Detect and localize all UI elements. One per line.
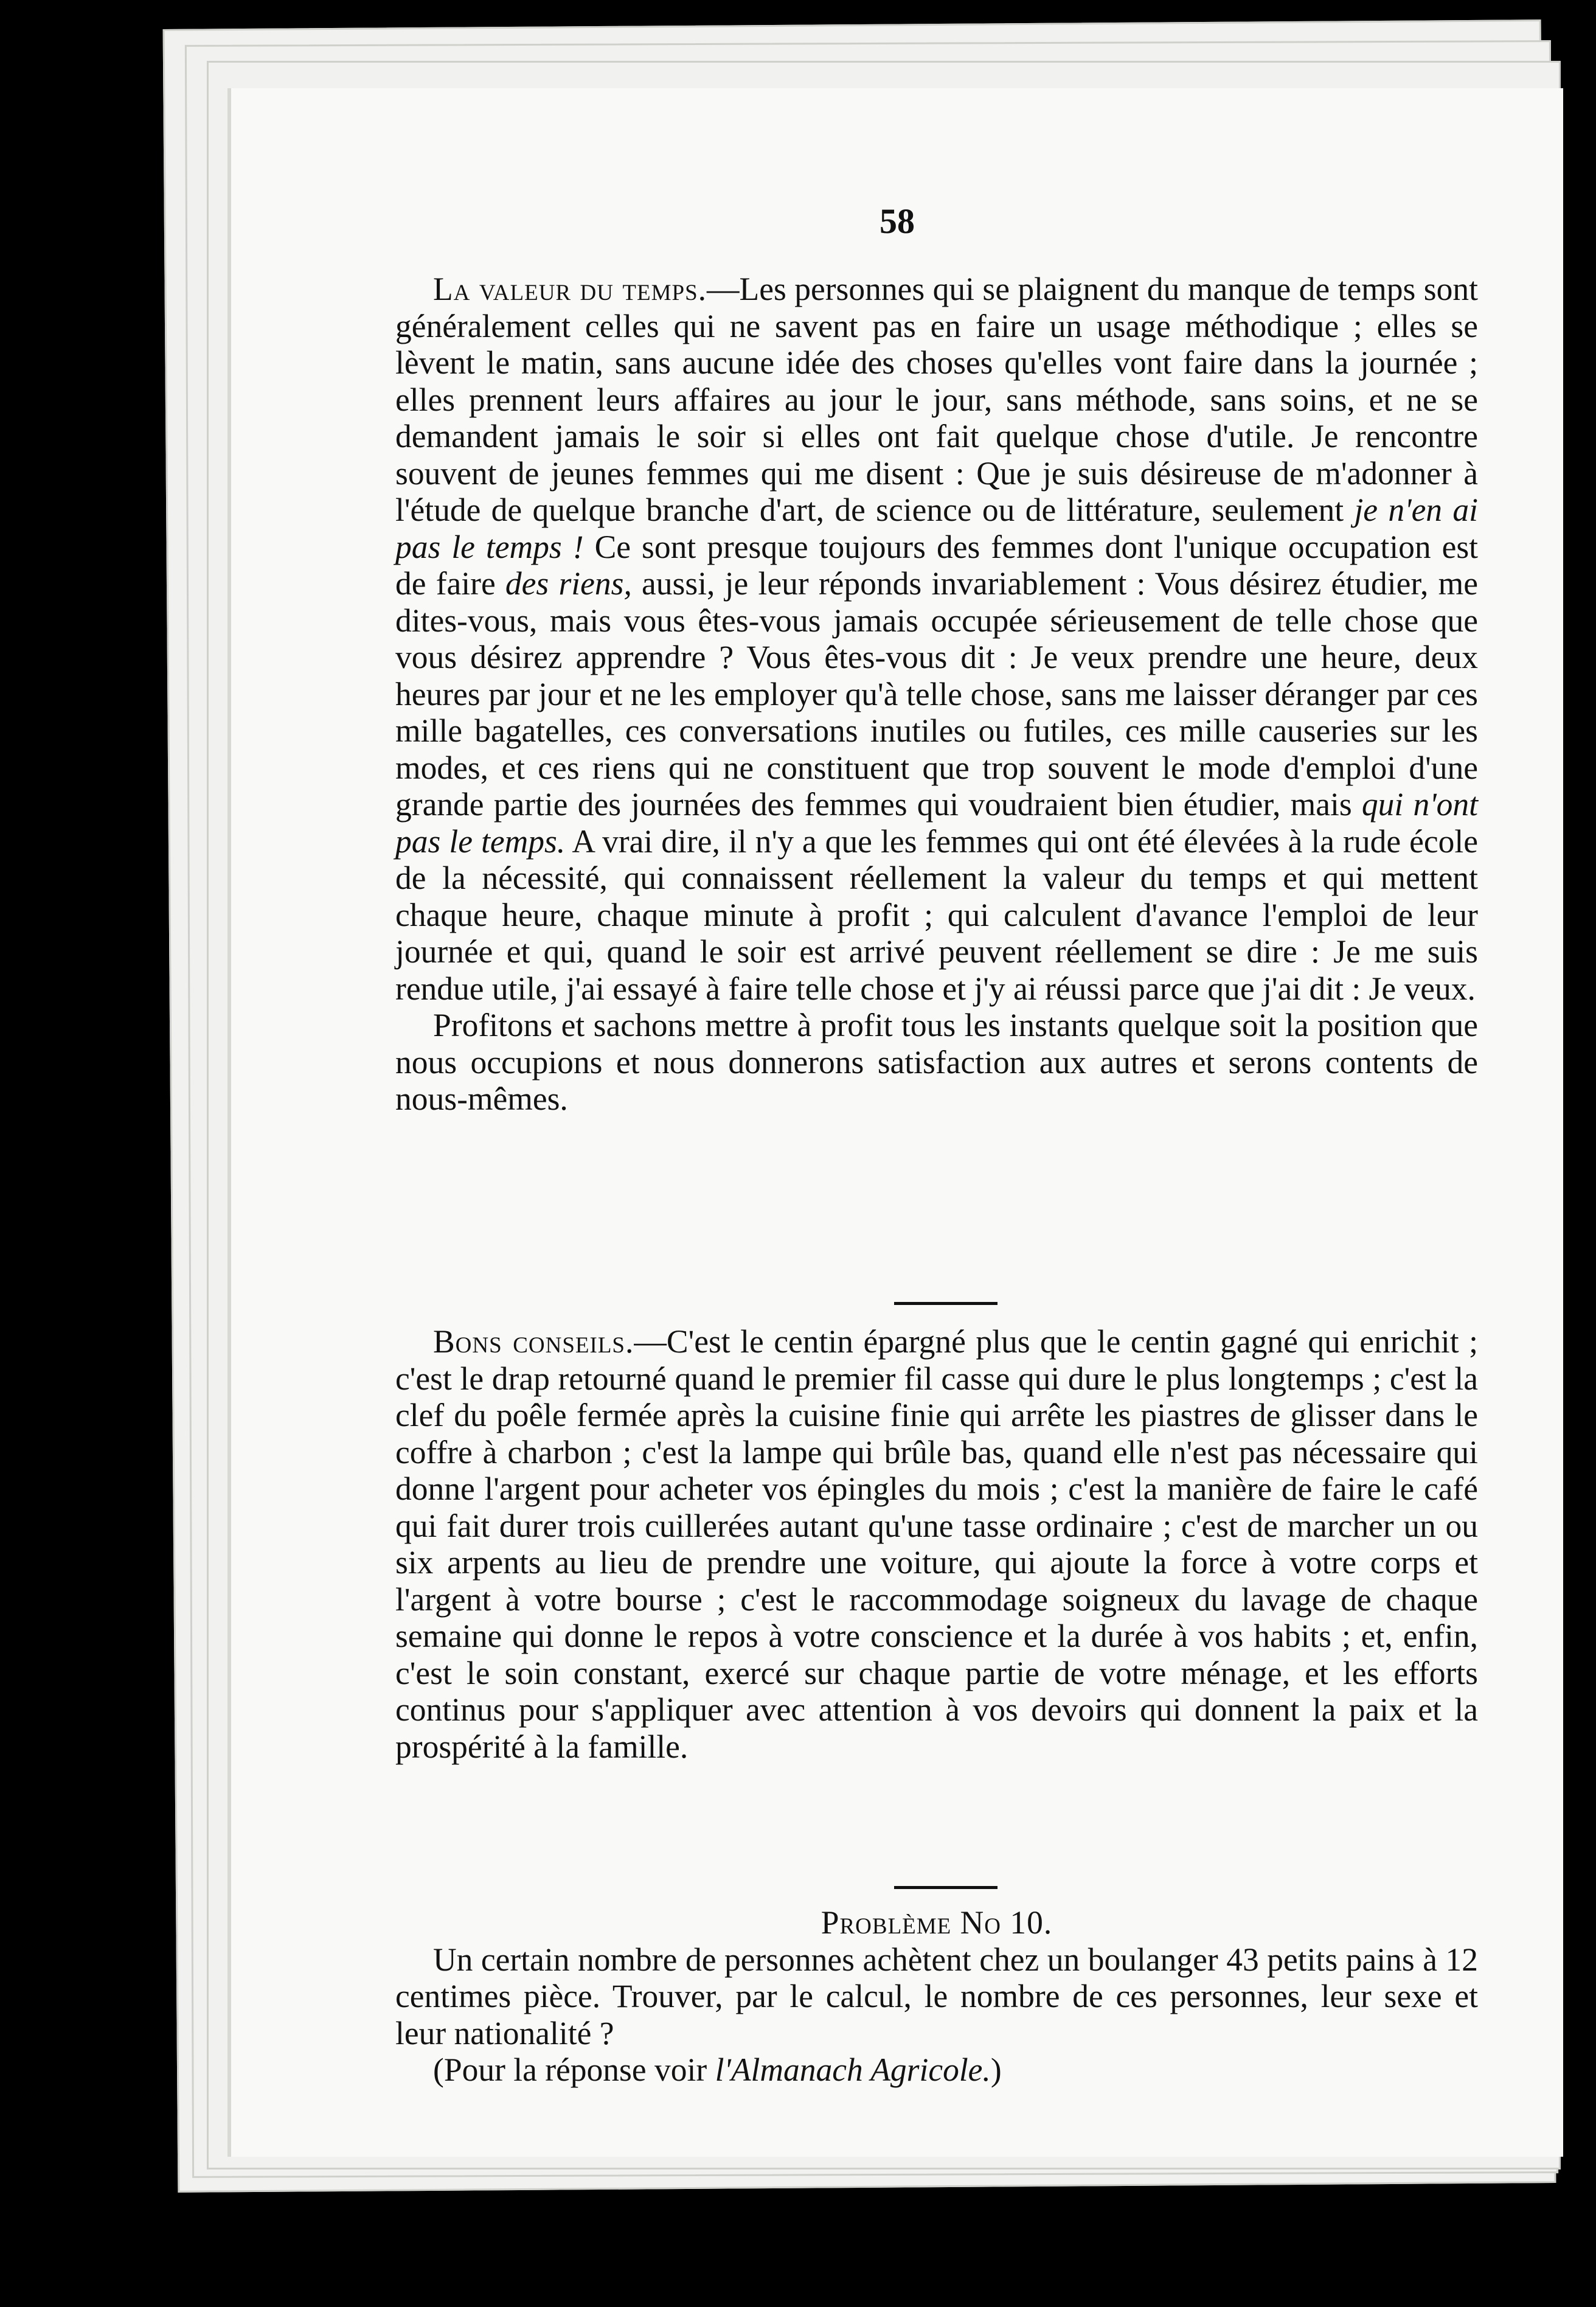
- paragraph: Bons conseils.—C'est le centin épargné plus que le centin gagné qui enrichit ; c'est le drap retourné quand le premier fil casse qui dure le plus longtemps ; c'est la clef du poêle fermée après la cuisine finie qui arrête les piastres de glisser dans le coffre à charbon ; c'est la lampe qui brûle bas, quand elle n'est pas nécessaire qui donne l'argent pour acheter vos épingles du mois ; c'est la manière de faire le café qui fait durer trois cuillerées autant qu'une tasse ordinaire ; c'est de marcher un ou six arpents au lieu de prendre une voiture, qui ajoute la force à votre corps et l'argent à votre bourse ; c'est le raccommodage soigneux du lavage de chaque semaine qui donne le repos à votre conscience et la durée à vos habits ; et, enfin, c'est le soin constant, exercé sur chaque partie de votre ménage, et les efforts continus pour s'appliquer avec attention à vos devoirs qui donnent la paix et la prospérité à la famille.: [395, 1323, 1478, 1765]
- section-valeur: [395, 271, 1478, 1118]
- answer-line: (Pour la réponse voir l'Almanach Agricole.): [433, 2051, 1002, 2088]
- problem-title: Problème No 10.: [821, 1904, 1053, 1941]
- section-conseils: [395, 1323, 1478, 1765]
- book-page: [231, 88, 1563, 2157]
- paragraph: Un certain nombre de personnes achètent chez un boulanger 43 petits pains à 12 centimes pièce. Trouver, par le calcul, le nombre de ces personnes, leur sexe et leur nationalité ?: [395, 1941, 1478, 2051]
- section-probleme: [395, 1904, 1478, 2089]
- separator-rule: [894, 1302, 998, 1305]
- paragraph: Profitons et sachons mettre à profit tous les instants quelque soit la position que nous occupions et nous donnerons satisfaction aux autres et serons contents de nous-mêmes.: [395, 1007, 1478, 1117]
- section-title: Bons conseils.: [433, 1323, 634, 1360]
- page-number: 58: [880, 201, 915, 241]
- paragraph: La valeur du temps.—Les personnes qui se plaignent du manque de temps sont généralement celles qui ne savent pas en faire un usage méthodique ; elles se lèvent le matin, sans aucune idée des choses qu'elles vont faire dans la journée ; elles prennent leurs affaires au jour le jour, sans méthode, sans soins, et ne se demandent jamais le soir si elles ont fait quelque chose d'utile. Je rencontre souvent de jeunes femmes qui me disent : Que je suis désireuse de m'adonner à l'étude de quelque branche d'art, de science ou de littérature, seulement je n'en ai pas le temps ! Ce sont presque toujours des femmes dont l'unique occupation est de faire des riens, aussi, je leur réponds invariablement : Vous désirez étudier, me dites-vous, mais vous êtes-vous jamais occupée sérieusement de telle chose que vous désirez apprendre ? Vous êtes-vous dit : Je veux prendre une heure, deux heures par jour et ne les employer qu'à telle chose, sans me laisser déranger par ces mille bagatelles, ces conversations inutiles ou futiles, ces mille causeries sur les modes, et ces riens qui ne constituent que trop souvent le mode d'emploi d'une grande partie des journées des femmes qui voudraient bien étudier, mais qui n'ont pas le temps. A vrai dire, il n'y a que les femmes qui ont été élevées à la rude école de la nécessité, qui connaissent réellement la valeur du temps et qui mettent chaque heure, chaque minute à profit ; qui calculent d'avance l'emploi de leur journée et qui, quand le soir est arrivé peuvent réellement se dire : Je me suis rendue utile, j'ai essayé à faire telle chose et j'y ai réussi parce que j'ai dit : Je veux.: [395, 271, 1479, 1007]
- section-title: La valeur du temps.: [433, 271, 707, 307]
- separator-rule: [894, 1886, 998, 1889]
